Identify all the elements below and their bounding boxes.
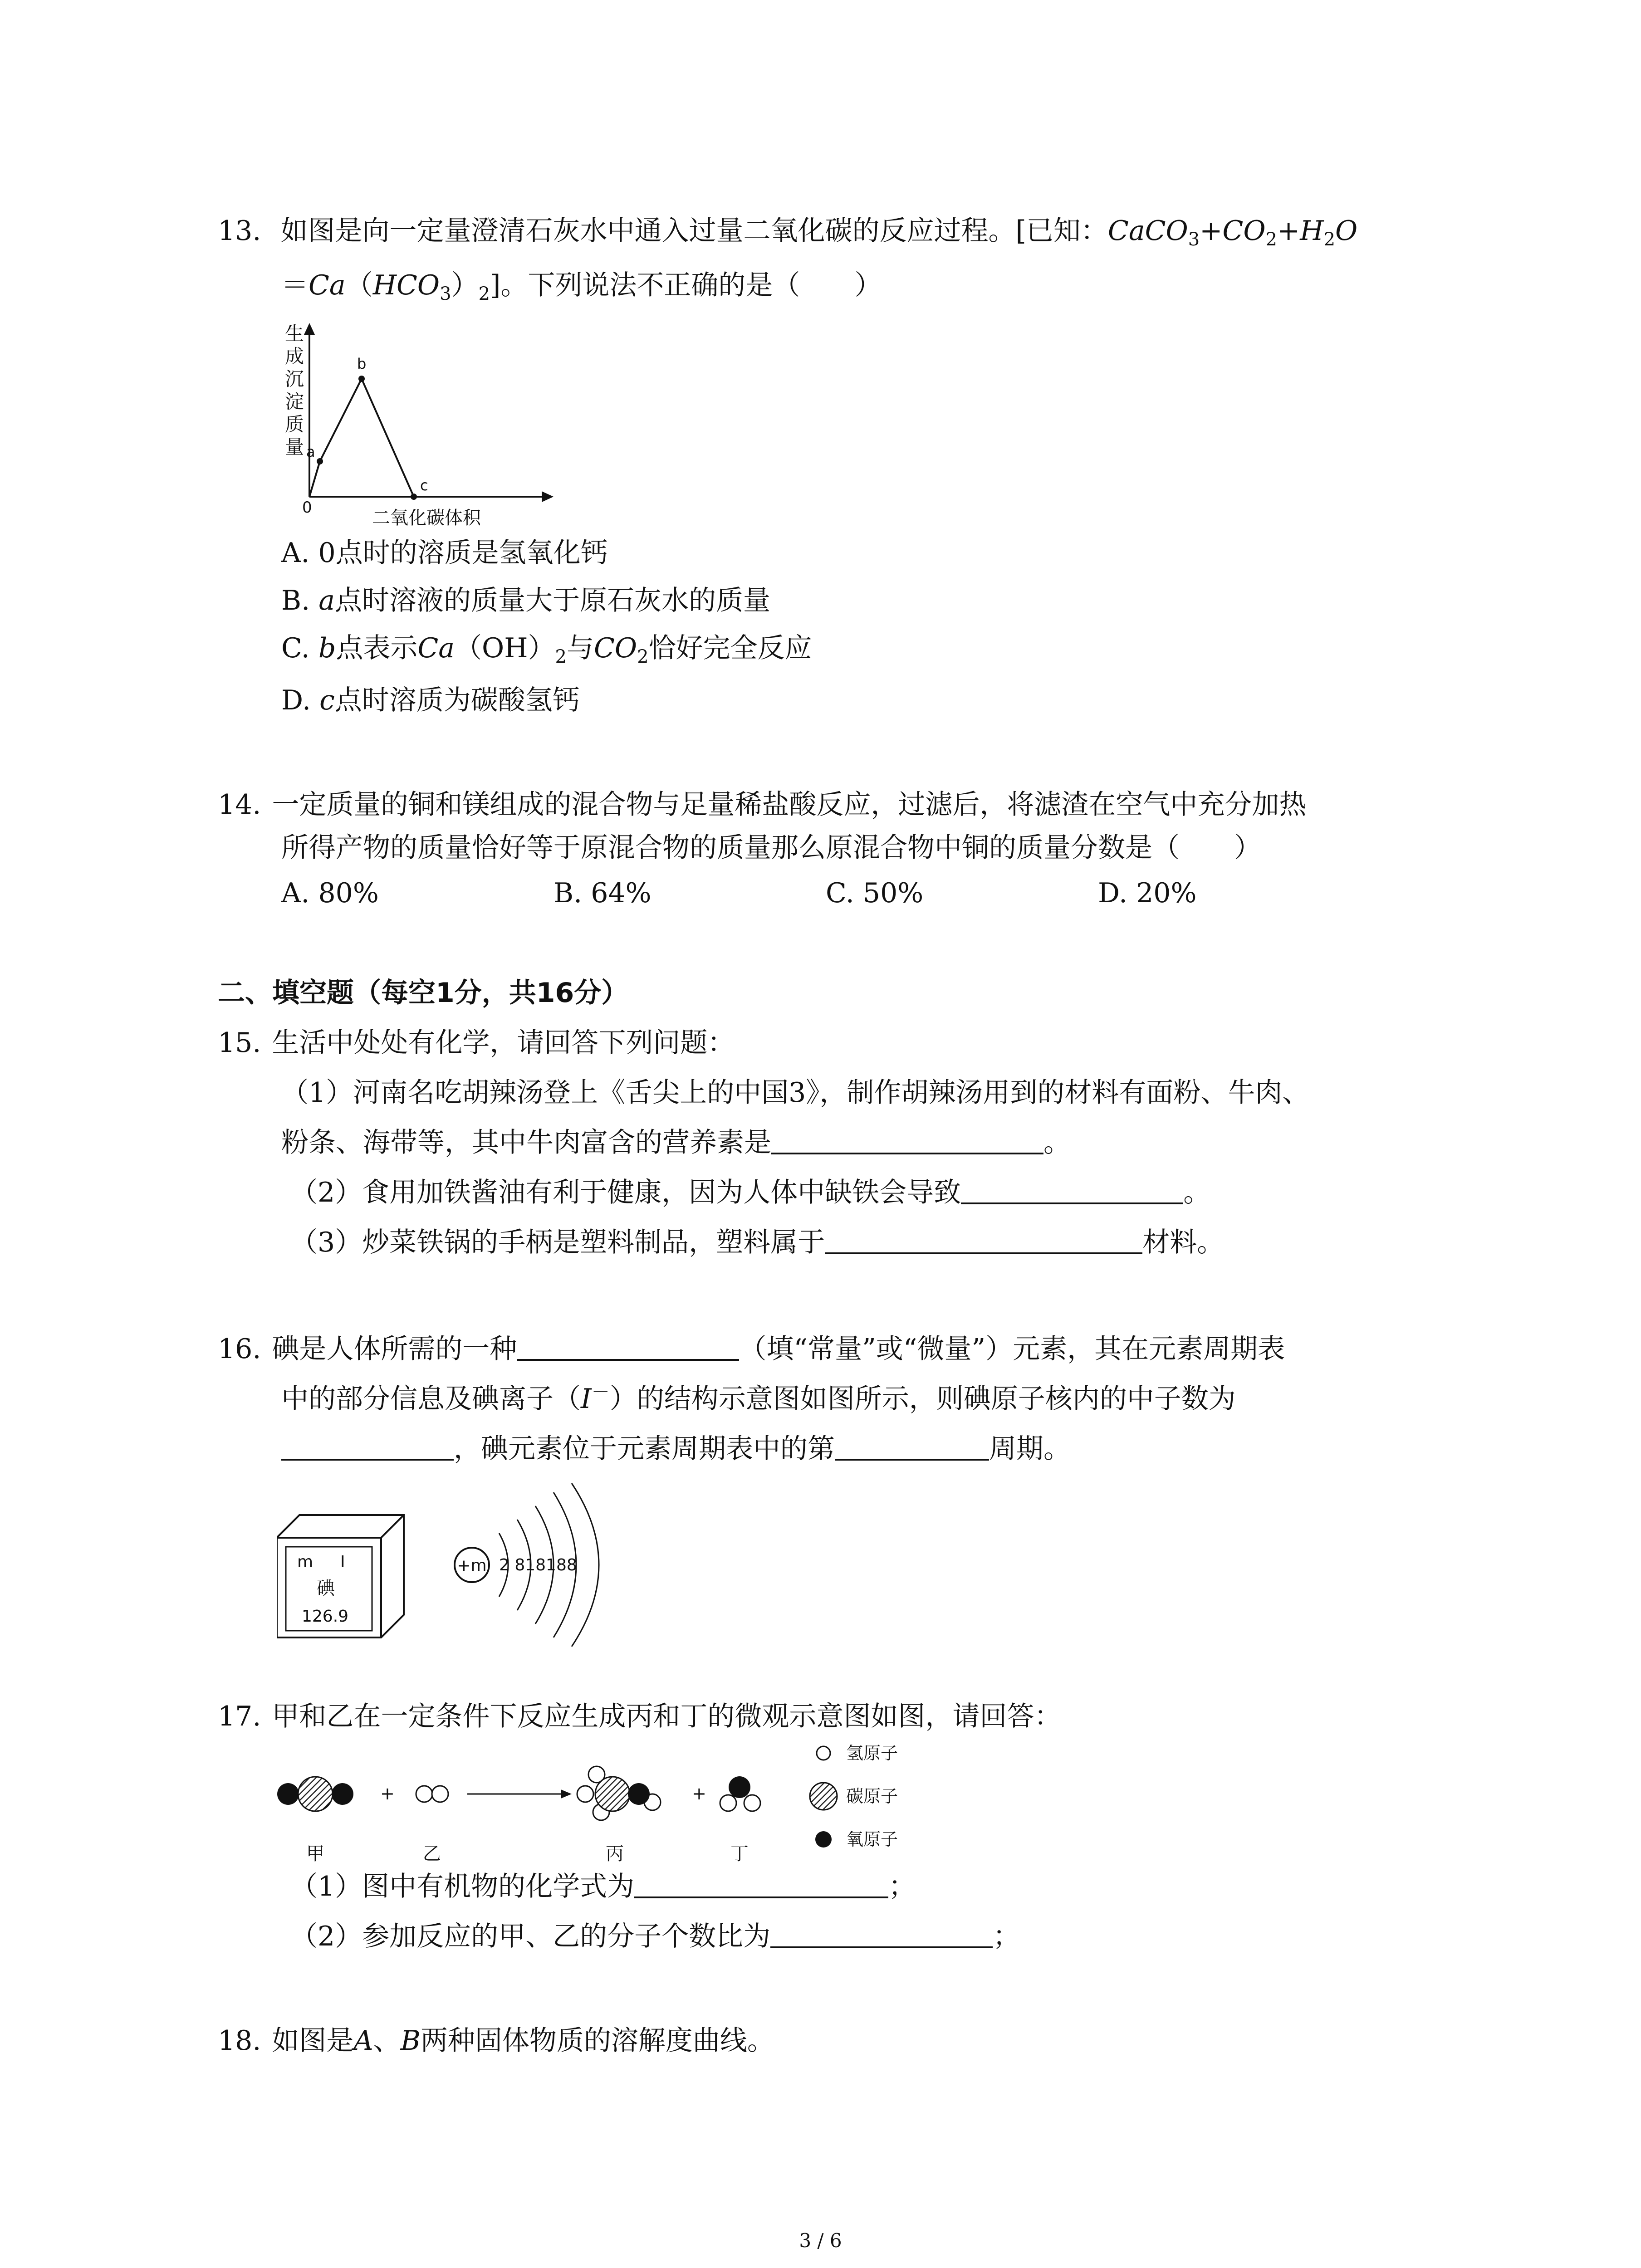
q18-line1: 18. 如图是A、B两种固体物质的溶解度曲线。 [218, 2025, 774, 2057]
answer-blank[interactable] [961, 1176, 1183, 1204]
q16-line1: 16. 碘是人体所需的一种 （填“常量”或“微量”）元素，其在元素周期表 [218, 1333, 1285, 1365]
point-a-label: a [306, 443, 315, 460]
q14-option-b: B. 64% [554, 877, 652, 909]
point-c-label: c [420, 477, 428, 494]
q17-line1: 17. 甲和乙在一定条件下反应生成丙和丁的微观示意图如图，请回答： [218, 1701, 1062, 1732]
page-number: 3 / 6 [799, 2229, 842, 2252]
y-label-char: 生 [285, 323, 304, 345]
label-yi: 乙 [423, 1843, 441, 1864]
precipitate-line [309, 379, 414, 497]
q14-number: 14. [218, 789, 261, 821]
q14-line1: 14. 一定质量的铜和镁组成的混合物与足量稀盐酸反应，过滤后，将滤渣在空气中充分加热 [218, 789, 1307, 821]
point-a [317, 458, 323, 464]
iodide-ion-diagram [449, 1483, 612, 1647]
answer-blank[interactable] [770, 1920, 993, 1948]
q13-option-a: A. 0点时的溶质是氢氧化钙 [281, 537, 608, 569]
molecule-yi [416, 1786, 448, 1802]
q13-line2: $=Ca(HCO_3)_2$]。下列说法不正确的是（ ） [281, 269, 882, 304]
answer-blank[interactable] [835, 1432, 989, 1461]
q15-part1a: （1）河南名吃胡辣汤登上《舌尖上的中国3》，制作胡辣汤用到的材料有面粉、牛肉、 [281, 1077, 1310, 1109]
atomic-number: m [297, 1553, 314, 1571]
q17-number: 17. [218, 1701, 261, 1732]
label-ding: 丁 [730, 1843, 749, 1864]
answer-blank[interactable] [825, 1226, 1142, 1254]
q16-line3: ，碘元素位于元素周期表中的第 周期。 [281, 1431, 1071, 1466]
legend-oxygen: 氧原子 [846, 1829, 898, 1849]
nucleus-charge: +m [457, 1556, 487, 1575]
molecule-jia [277, 1777, 353, 1811]
y-label-char: 沉 [285, 368, 304, 390]
y-axis-arrow [304, 323, 315, 335]
q13-option-c: C. b点表示$Ca(OH)_2$与$CO_2$恰好完全反应 [281, 632, 812, 667]
point-b-label: b [357, 355, 367, 372]
molecule-bing [577, 1766, 661, 1820]
element-tile [277, 1510, 413, 1647]
molecule-ding [720, 1776, 760, 1811]
answer-blank[interactable] [634, 1870, 888, 1898]
q15-part1b: 粉条、海带等，其中牛肉富含的营养素是 。 [281, 1127, 1071, 1158]
q16-line2: 中的部分信息及碘离子（I－）的结构示意图如图所示，则碘原子核内的中子数为 [281, 1382, 1236, 1415]
atomic-mass: 126.9 [302, 1607, 349, 1626]
label-bing: 丙 [606, 1843, 624, 1864]
q13-number: 13. [218, 215, 261, 247]
y-axis-label [285, 323, 304, 458]
section-heading: 二、填空题（每空1分，共16分） [218, 977, 629, 1009]
q13-option-b: B. a点时溶液的质量大于原石灰水的质量 [281, 585, 771, 616]
q13-option-d: D. c点时溶质为碳酸氢钙 [281, 684, 580, 716]
legend-carbon: 碳原子 [846, 1786, 898, 1806]
y-label-char: 成 [285, 345, 304, 367]
origin-label: 0 [302, 499, 312, 517]
reaction-diagram [272, 1737, 953, 1873]
q18-number: 18. [218, 2025, 261, 2057]
answer-blank[interactable] [771, 1126, 1043, 1154]
q14-option-a: A. 80% [281, 877, 379, 909]
q17-part2: （2）参加反应的甲、乙的分子个数比为 ； [290, 1921, 1020, 1952]
y-label-char: 淀 [285, 391, 304, 413]
legend [810, 1743, 898, 1849]
q14-option-c: C. 50% [826, 877, 924, 909]
answer-blank[interactable] [281, 1432, 454, 1461]
precipitate-chart [272, 318, 567, 531]
legend-hydrogen: 氢原子 [846, 1743, 898, 1763]
y-label-char: 量 [285, 436, 304, 458]
electron-shells: 2 818188 [499, 1556, 577, 1574]
q15-part2: （2）食用加铁酱油有利于健康，因为人体中缺铁会导致 。 [290, 1177, 1211, 1208]
plus-sign: + [692, 1784, 706, 1804]
plus-sign: + [380, 1784, 395, 1804]
point-c [411, 494, 417, 500]
q14-line2: 所得产物的质量恰好等于原混合物的质量那么原混合物中铜的质量分数是（ ） [281, 832, 1261, 864]
q15-intro: 15. 生活中处处有化学，请回答下列问题： [218, 1027, 735, 1059]
answer-blank[interactable] [517, 1333, 739, 1361]
label-jia: 甲 [306, 1843, 324, 1864]
x-axis-arrow [542, 491, 554, 502]
element-name: 碘 [317, 1578, 335, 1599]
q15-number: 15. [218, 1027, 261, 1059]
element-symbol: I [340, 1553, 345, 1571]
q13-line1: 13. 如图是向一定量澄清石灰水中通入过量二氧化碳的反应过程。[已知：$CaCO_3+CO_2+H_2O$ [218, 215, 1358, 250]
x-axis-label: 二氧化碳体积 [372, 508, 481, 528]
q14-option-d: D. 20% [1098, 877, 1197, 909]
y-label-char: 质 [285, 413, 304, 435]
q17-part1: （1）图中有机物的化学式为 ； [290, 1871, 916, 1902]
q16-number: 16. [218, 1333, 261, 1365]
point-b [358, 376, 365, 382]
q15-part3: （3）炒菜铁锅的手柄是塑料制品，塑料属于 材料。 [290, 1227, 1225, 1258]
